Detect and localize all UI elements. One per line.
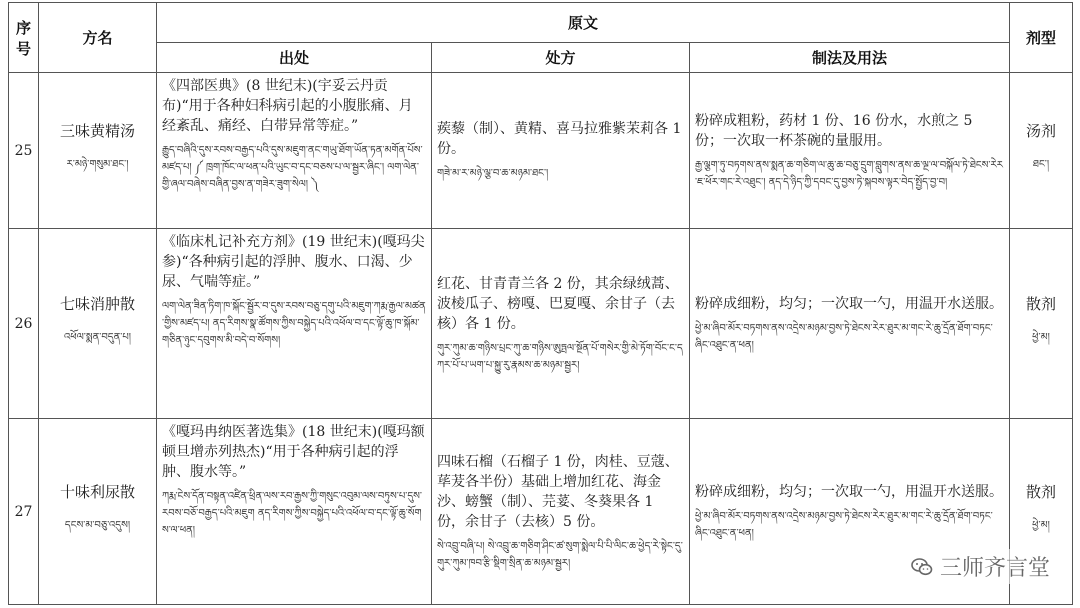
form-tibetan: ཕྱེ་མ། <box>1032 332 1050 343</box>
header-prescription: 处方 <box>432 43 690 73</box>
formula-name: 七味消肿散 <box>59 295 135 313</box>
formula-name-tibetan: དངས་མ་བཅུ་འདུས། <box>64 520 131 531</box>
header-form: 剂型 <box>1010 3 1073 73</box>
prescription-tibetan: གུར་ཀུམ་ཆ་གཉིས་པྲང་ཀུ་ཆ་གཉིས་ཨུཏྤལ་སྔོན་པོ་གསེར་གྱི་མེ་ཏོག་བོང་ང་དཀར་པོ་པ་ཡག་པ་སྐྱུ་རུ་རྣམས་ཆ་མཉམ་སྦྱར། <box>437 342 683 371</box>
row-number: 26 <box>9 229 39 419</box>
source-tibetan: ལག་ལེན་ཟིན་ཏིག་ཁ་སྐོང་སྦྱོར་བ་དུས་རབས་བཅུ་དགུ་པའི་མཇུག་ཀརྨ་རྒྱལ་མཚན་གྱིས་མཛད་པ། ནད་རིགས་སྣ་ཚོགས་ཀྱིས་བསྐྱེད་པའི་འཕོལ་བ་དང་ལྟོ་ཆུ་ཁ་སྐོམ་གཅིན་ཉུང་དབུགས་མི་བདེ་བ་སོགས། <box>162 301 426 346</box>
method-text: 粉碎成粗粉，药材 1 份、16 份水，水煎之 5 份；一次取一杯茶碗的量服用。 <box>695 112 973 149</box>
source-cell <box>157 419 432 605</box>
method-cell <box>690 73 1010 229</box>
method-cell <box>690 229 1010 419</box>
method-tibetan: ཕྱེ་མ་ཞིབ་མོར་བཏགས་ནས་འདྲེས་མཉམ་བྱས་ཏེ་ཐེངས་རེར་ཐུར་མ་གང་རེ་ཆུ་དྲོན་ཐོག་བཏང་ཞིང་འཐུང་ན་ཕན། <box>695 322 993 351</box>
formula-name-cell <box>39 229 157 419</box>
header-original: 原文 <box>157 3 1010 43</box>
source-tibetan: རྒྱུད་བཞིའི་དུས་རབས་བརྒྱད་པའི་དུས་མཇུག་ནང་གཡུ་ཐོག་ཡོན་ཏན་མགོན་པོས་མཛད་པ། ༼ ཁྲག་ཁོང་ལ་ཕན་པའི་ཡུང་བ་དང་བཅས་པ་ལ་སྦྱར་ཞིང་། ལག་ལེན་གྱི་ཞལ་བཞེས་བཞིན་བྱས་ན་གཟེར་ཟུག་སེལ། ༽ <box>162 145 423 190</box>
prescription-tibetan: སེ་འབྲུ་བཞི་པ། སེ་འབྲུ་ཆ་གཅིག་ཤིང་ཚ་སུག་སྨེལ་པི་པི་ལིང་ཆ་ཕྱེད་རེ་སྟེང་དུ་གུར་ཀུམ་ཁབ་རྩི་སྡིག་སྲིན་ཆ་མཉམ་སྦྱར། <box>437 540 683 569</box>
method-text: 粉碎成细粉，均匀；一次取一勺，用温开水送服。 <box>695 295 1003 312</box>
prescription-cell <box>432 419 690 605</box>
form-text: 散剂 <box>1025 483 1056 501</box>
method-tibetan: ཕྱེ་མ་ཞིབ་མོར་བཏགས་ནས་འདྲེས་མཉམ་བྱས་ཏེ་ཐེངས་རེར་ཐུར་མ་གང་རེ་ཆུ་དྲོན་ཐོག་བཏང་ཞིང་འཐུང་ན་ཕན། <box>695 510 993 539</box>
table-row <box>9 229 1073 419</box>
formula-name: 三味黄精汤 <box>59 122 135 140</box>
header-name: 方名 <box>39 3 157 73</box>
row-number: 27 <box>9 419 39 605</box>
wechat-icon <box>910 555 934 579</box>
formula-name-tibetan: ར་མཉེ་གསུམ་ཐང་། <box>66 159 129 170</box>
prescription-tibetan: གཟེ་མ་ར་མཉེ་ལྕ་བ་ཆ་མཉམ་ཐང་། <box>437 168 549 179</box>
header-source: 出处 <box>157 43 432 73</box>
form-cell <box>1010 229 1073 419</box>
source-cell <box>157 73 432 229</box>
prescription-cell <box>432 229 690 419</box>
prescription-text: 红花、甘青青兰各 2 份，其余绿绒蒿、波棱瓜子、榜嘎、巴夏嘎、余甘子（去核）各 1 份。 <box>437 275 679 332</box>
prescription-text: 四味石榴（石榴子 1 份，肉桂、豆蔻、荜茇各半份）基础上增加红花、海金沙、螃蟹（制）、芫荽、冬葵果各 1 份，余甘子（去核）5 份。 <box>437 453 679 530</box>
prescription-table <box>8 2 1073 605</box>
source-cell <box>157 229 432 419</box>
form-text: 汤剂 <box>1025 122 1056 140</box>
source-text: 《嘎玛冉纳医著选集》(18 世纪末)(嘎玛额顿旦增赤列热杰)“用于各种病引起的浮肿、腹水等。” <box>162 424 425 480</box>
form-tibetan: ཐང་། <box>1032 159 1050 170</box>
method-text: 粉碎成细粉，均匀；一次取一勺，用温开水送服。 <box>695 483 1003 500</box>
formula-name-tibetan: འཕོལ་སྨན་བདུན་པ། <box>64 332 131 343</box>
source-text: 《四部医典》(8 世纪末)(宇妥云丹贡布)“用于各种妇科病引起的小腹胀痛、月经紊乱、痛经、白带异常等症。” <box>162 78 413 134</box>
formula-name-cell <box>39 73 157 229</box>
formula-name: 十味利尿散 <box>59 483 135 501</box>
method-tibetan: རྒྱ་ལྕག་ཏུ་བཏགས་ནས་སྨན་ཆ་གཅིག་ལ་ཆུ་ཆ་བཅུ་དྲུག་བླུགས་ནས་ཆ་ལྔ་ལ་བསྐོལ་ཏེ་ཐེངས་རེར་ཇ་ཕོར་གང་རེ་འཐུང་། ནད་དེ་ཉིད་ཀྱི་དབང་དུ་བྱས་ཏེ་སྐབས་ལྟར་བེད་སྤྱོད་བྱ་བ། <box>695 159 1003 188</box>
prescription-cell <box>432 73 690 229</box>
form-text: 散剂 <box>1025 295 1056 313</box>
form-tibetan: ཕྱེ་མ། <box>1032 520 1050 531</box>
prescription-text: 蒺藜（制）、黄精、喜马拉雅紫茉莉各 1 份。 <box>437 121 682 157</box>
source-text: 《临床札记补充方剂》(19 世纪末)(嘎玛尖参)“各种病引起的浮肿、腹水、口渴、少尿、气喘等症。” <box>162 234 425 290</box>
formula-name-cell <box>39 419 157 605</box>
watermark <box>904 549 1056 584</box>
header-seq: 序号 <box>9 3 39 73</box>
form-cell <box>1010 73 1073 229</box>
header-method: 制法及用法 <box>690 43 1010 73</box>
row-number: 25 <box>9 73 39 229</box>
watermark-text: 三师齐言堂 <box>939 556 1050 581</box>
source-tibetan: ཀརྨ་ངེས་དོན་བསྟན་འཛིན་ཕྲིན་ལས་རབ་རྒྱས་ཀྱི་གསུང་འབུམ་ལས་བཏུས་པ་དུས་རབས་བཅོ་བརྒྱད་པའི་མཇུག ནད་རིགས་ཀྱིས་བསྐྱེད་པའི་འཕོལ་བ་དང་ལྟོ་ཆུ་སོགས་ལ་ཕན། <box>162 491 422 536</box>
table-row <box>9 73 1073 229</box>
